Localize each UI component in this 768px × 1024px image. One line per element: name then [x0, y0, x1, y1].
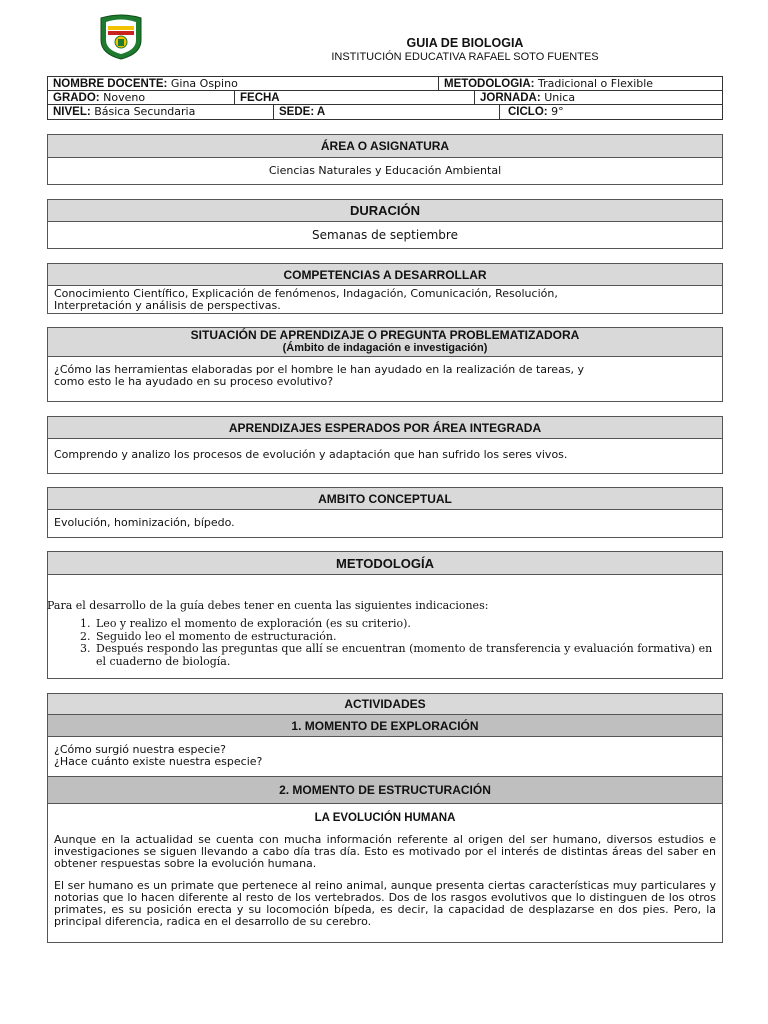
situacion-section — [47, 327, 723, 402]
grado-value: Noveno — [103, 91, 146, 104]
metodologia-cell — [438, 77, 724, 90]
competencias-title: COMPETENCIAS A DESARROLLAR — [48, 264, 722, 286]
document-title: GUIA DE BIOLOGIA — [406, 36, 524, 50]
ambito-value: Evolución, hominización, bípedo. — [54, 516, 235, 529]
exploracion-question-2: ¿Hace cuánto existe nuestra especie? — [54, 755, 263, 768]
competencias-text — [48, 286, 722, 316]
aprendizajes-section — [47, 416, 723, 474]
info-row-1 — [48, 77, 722, 91]
actividades-section — [47, 693, 723, 943]
estructuracion-content — [48, 804, 722, 932]
competencias-line-1: Conocimiento Científico, Explicación de fenómenos, Indagación, Comunicación, Resolución, — [54, 287, 558, 300]
ambito-section — [47, 487, 723, 538]
area-title: ÁREA O ASIGNATURA — [48, 135, 722, 158]
nivel-label: NIVEL: — [53, 106, 91, 118]
situacion-header — [48, 328, 722, 357]
sede-cell — [273, 105, 499, 119]
jornada-label: JORNADA: — [480, 92, 541, 104]
situacion-line-2: como esto le ha ayudado en su proceso evolutivo? — [54, 375, 334, 388]
situacion-text — [48, 357, 722, 392]
duracion-section — [47, 199, 723, 249]
situacion-subtitle: (Ámbito de indagación e investigación) — [282, 342, 488, 354]
metodologia-label: METODOLOGIA: — [444, 78, 535, 90]
nivel-value: Básica Secundaria — [94, 105, 196, 118]
competencias-section — [47, 263, 723, 314]
info-table — [47, 76, 723, 120]
area-value: Ciencias Naturales y Educación Ambiental — [268, 164, 502, 177]
docente-label: NOMBRE DOCENTE: — [53, 78, 168, 90]
exploracion-questions — [48, 737, 722, 776]
aprendizajes-title: APRENDIZAJES ESPERADOS POR ÁREA INTEGRADA — [48, 417, 722, 439]
info-row-3 — [48, 105, 722, 119]
metodologia-item-1: 1. Leo y realizo el momento de exploración (es su criterio). — [94, 618, 722, 631]
estructuracion-title: 2. MOMENTO DE ESTRUCTURACIÓN — [48, 776, 722, 804]
info-row-2 — [48, 91, 722, 105]
ciclo-value: 9° — [551, 105, 564, 118]
duracion-title: DURACIÓN — [48, 200, 722, 222]
duracion-value: Semanas de septiembre — [312, 228, 458, 242]
grado-cell — [48, 91, 234, 104]
metodologia-list — [48, 618, 722, 668]
paragraph-1: Aunque en la actualidad se cuenta con mucha información referente al origen del ser humano, diversos estudios e investigaciones se siguen llevando a cabo día tras día. Esto es motivado por el interés de distintas áreas del saber en obtener respuestas sobre la evolución humana. — [54, 833, 716, 870]
nivel-cell — [48, 105, 273, 119]
sede-label: SEDE: A — [279, 106, 326, 118]
institution-name: INSTITUCIÓN EDUCATIVA RAFAEL SOTO FUENTES — [331, 51, 599, 63]
area-section — [47, 134, 723, 185]
fecha-label: FECHA — [240, 92, 280, 104]
fecha-cell — [234, 91, 474, 104]
ciclo-cell — [499, 105, 724, 119]
jornada-value: Unica — [544, 91, 576, 104]
metodologia-title: METODOLOGÍA — [48, 552, 722, 575]
metodologia-value: Tradicional o Flexible — [538, 77, 654, 90]
metodologia-item-2: 2. Seguido leo el momento de estructuración. — [94, 631, 722, 644]
evolucion-heading: LA EVOLUCIÓN HUMANA — [314, 812, 456, 824]
metodologia-item-3: 3. Después respondo las preguntas que allí se encuentran (momento de transferencia y evaluación formativa) en el cuaderno de biología. — [94, 643, 722, 668]
situacion-title: SITUACIÓN DE APRENDIZAJE O PREGUNTA PROBLEMATIZADORA — [190, 328, 580, 342]
competencias-line-2: Interpretación y análisis de perspectivas. — [54, 299, 281, 312]
situacion-line-1: ¿Cómo las herramientas elaboradas por el hombre le han ayudado en la realización de tareas, y — [54, 363, 585, 376]
jornada-cell — [474, 91, 724, 104]
actividades-title: ACTIVIDADES — [48, 694, 722, 715]
exploracion-question-1: ¿Cómo surgió nuestra especie? — [54, 743, 226, 756]
docente-cell — [48, 77, 438, 90]
grado-label: GRADO: — [53, 92, 100, 104]
ciclo-label: CICLO: — [508, 106, 548, 118]
docente-value: Gina Ospino — [170, 77, 238, 90]
metodologia-intro: Para el desarrollo de la guía debes tener en cuenta las siguientes indicaciones: — [47, 599, 489, 612]
exploracion-title: 1. MOMENTO DE EXPLORACIÓN — [48, 715, 722, 737]
paragraph-2: El ser humano es un primate que pertenece al reino animal, aunque presenta ciertas características muy particulares y notorias que lo hacen diferente al resto de los vertebrados. Dos de los rasgos evolutivos que lo distinguen de los otros primates, es su posición erecta y su locomoción bípeda, es decir, la capacidad de desplazarse en dos pies. Pero, la principal diferencia, radica en el desarrollo de su cerebro. — [54, 879, 716, 928]
ambito-title: AMBITO CONCEPTUAL — [48, 488, 722, 510]
aprendizajes-value: Comprendo y analizo los procesos de evolución y adaptación que han sufrido los seres vivos. — [54, 448, 568, 461]
metodologia-section — [47, 551, 723, 679]
